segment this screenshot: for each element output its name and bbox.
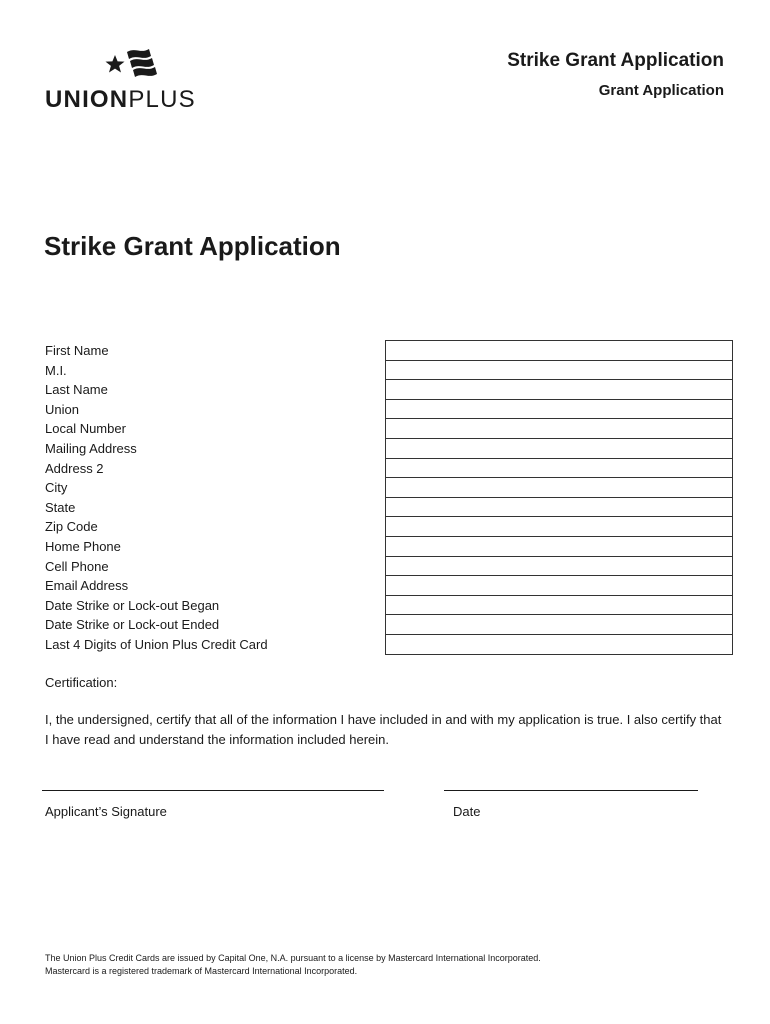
city-field[interactable] <box>386 478 732 498</box>
field-label-card-digits: Last 4 Digits of Union Plus Credit Card <box>45 636 268 652</box>
zip-code-field[interactable] <box>386 517 732 537</box>
field-label-address-2: Address 2 <box>45 460 104 476</box>
field-label-strike-began: Date Strike or Lock-out Began <box>45 597 220 613</box>
union-plus-logo <box>45 44 230 112</box>
last-name-field[interactable] <box>386 380 732 400</box>
field-label-home-phone: Home Phone <box>45 538 121 554</box>
certification-label: Certification: <box>45 675 118 690</box>
header-title: Strike Grant Application <box>507 50 724 71</box>
field-label-email: Email Address <box>45 578 129 594</box>
field-label-first-name: First Name <box>45 343 109 358</box>
strike-began-field[interactable] <box>386 596 732 616</box>
union-field[interactable] <box>386 400 732 420</box>
strike-ended-field[interactable] <box>386 615 732 635</box>
date-line[interactable] <box>444 790 698 791</box>
local-number-field[interactable] <box>386 419 732 439</box>
footer-disclaimer <box>45 952 541 978</box>
certification-text: I, the undersigned, certify that all of the information I have included in and with my application is true. I also certify that I have read and understand the information included herein. <box>45 712 722 747</box>
logo-wordmark <box>45 86 196 114</box>
field-label-state: State <box>45 499 76 515</box>
signature-line[interactable] <box>42 790 384 791</box>
signature-label: Applicant’s Signature <box>45 804 167 819</box>
home-phone-field[interactable] <box>386 537 732 557</box>
field-label-strike-ended: Date Strike or Lock-out Ended <box>45 617 220 633</box>
footer-line-2: Mastercard is a registered trademark of Mastercard International Incorporated. <box>45 966 358 976</box>
field-label-local-number: Local Number <box>45 421 126 437</box>
address-2-field[interactable] <box>386 459 732 479</box>
field-label-mi: M.I. <box>45 362 67 378</box>
first-name-field[interactable] <box>386 341 732 361</box>
page-title: Strike Grant Application <box>44 231 341 261</box>
email-field[interactable] <box>386 576 732 596</box>
state-field[interactable] <box>386 498 732 518</box>
cell-phone-field[interactable] <box>386 557 732 577</box>
field-label-union: Union <box>45 401 79 417</box>
logo-plus-text: PLUS <box>128 86 196 113</box>
field-labels <box>45 341 268 655</box>
form-input-table <box>385 340 733 655</box>
date-label: Date <box>453 804 481 819</box>
field-label-last-name: Last Name <box>45 382 108 398</box>
header-subtitle: Grant Application <box>598 82 724 99</box>
star-flag-icon <box>105 44 167 78</box>
footer-line-1: The Union Plus Credit Cards are issued by Capital One, N.A. pursuant to a license by Mastercard International Incorporated. <box>45 953 541 963</box>
field-label-zip-code: Zip Code <box>45 519 98 535</box>
field-label-city: City <box>45 480 68 496</box>
card-digits-field[interactable] <box>386 635 732 654</box>
mailing-address-field[interactable] <box>386 439 732 459</box>
mi-field[interactable] <box>386 361 732 381</box>
field-label-mailing-address: Mailing Address <box>45 440 137 456</box>
field-label-cell-phone: Cell Phone <box>45 558 109 574</box>
logo-union-text: UNION <box>45 86 129 113</box>
